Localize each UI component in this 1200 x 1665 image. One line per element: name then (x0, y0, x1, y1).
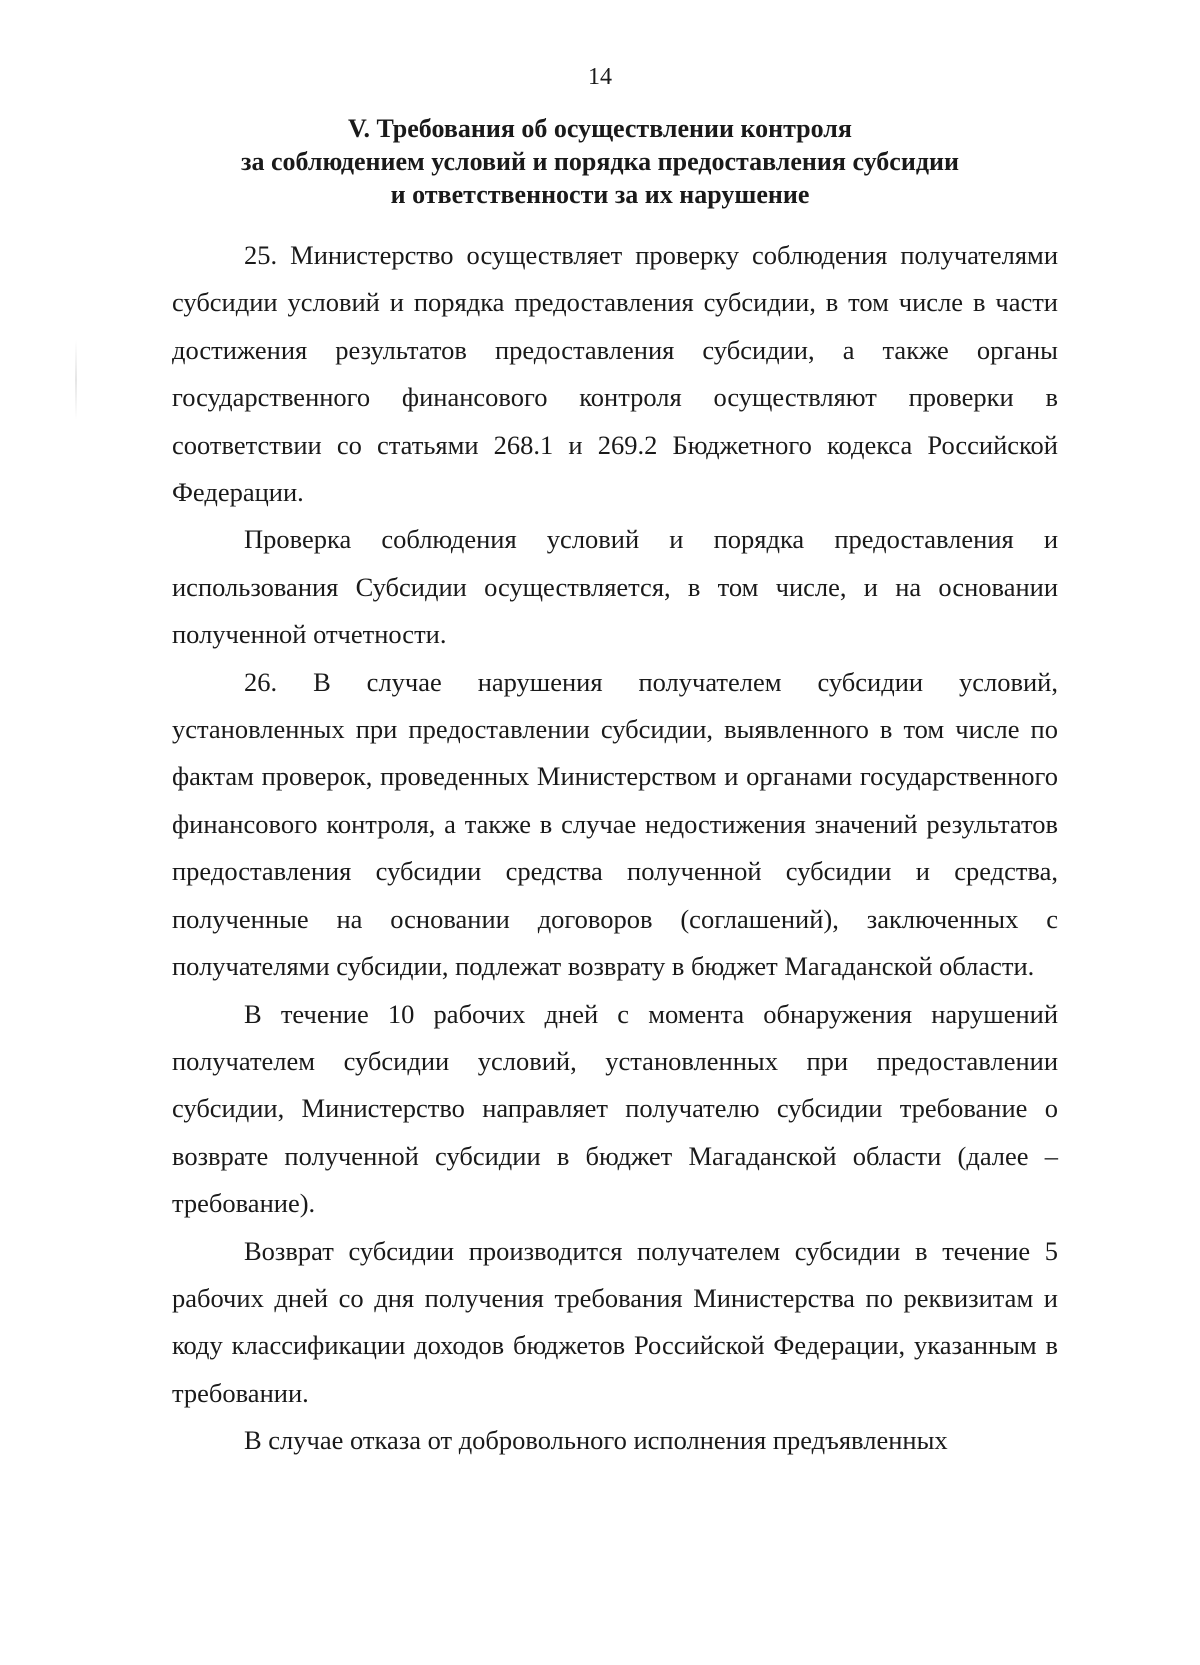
paragraph-refund: Возврат субсидии производится получателем субсидии в течение 5 рабочих дней со дня получения требования Министерства по реквизитам и коду классификации доходов бюджетов Российской Федерации, указанным в требовании. (172, 1235, 1058, 1408)
paragraph-25: 25. Министерство осуществляет проверку соблюдения получателями субсидии условий и порядка предоставления субсидии, в том числе в части достижения результатов предоставления субсидии, а также органы государственного финансового контроля осуществляют проверки в соответствии со статьями 268.1 и 269.2 Бюджетного кодекса Российской Федерации. (172, 240, 1058, 508)
paragraph-verification: Проверка соблюдения условий и порядка предоставления и использования Субсидии осуществляется, в том числе, и на основании полученной отчетности. (172, 524, 1058, 650)
section-heading-line-1: V. Требования об осуществлении контроля (348, 114, 852, 143)
paragraph-refusal: В случае отказа от добровольного исполнения предъявленных (244, 1425, 948, 1456)
page-number: 14 (588, 64, 612, 90)
section-heading-line-2: за соблюдением условий и порядка предоставления субсидии (241, 147, 959, 176)
section-heading (100, 112, 1100, 211)
scan-artifact (75, 340, 77, 420)
document-body (172, 232, 1058, 1465)
paragraph-26: 26. В случае нарушения получателем субсидии условий, установленных при предоставлении субсидии, выявленного в том числе по фактам проверок, проведенных Министерством и органами государственного финансового контроля, а также в случае недостижения значений результатов предоставления субсидии средства полученной субсидии и средства, полученные на основании договоров (соглашений), заключенных с получателями субсидии, подлежат возврату в бюджет Магаданской области. (172, 666, 1058, 982)
section-heading-line-3: и ответственности за их нарушение (390, 180, 810, 209)
paragraph-demand-notice: В течение 10 рабочих дней с момента обнаружения нарушений получателем субсидии условий, установленных при предоставлении субсидии, Министерство направляет получателю субсидии требование о возврате полученной субсидии в бюджет Магаданской области (далее – требование). (172, 998, 1058, 1219)
